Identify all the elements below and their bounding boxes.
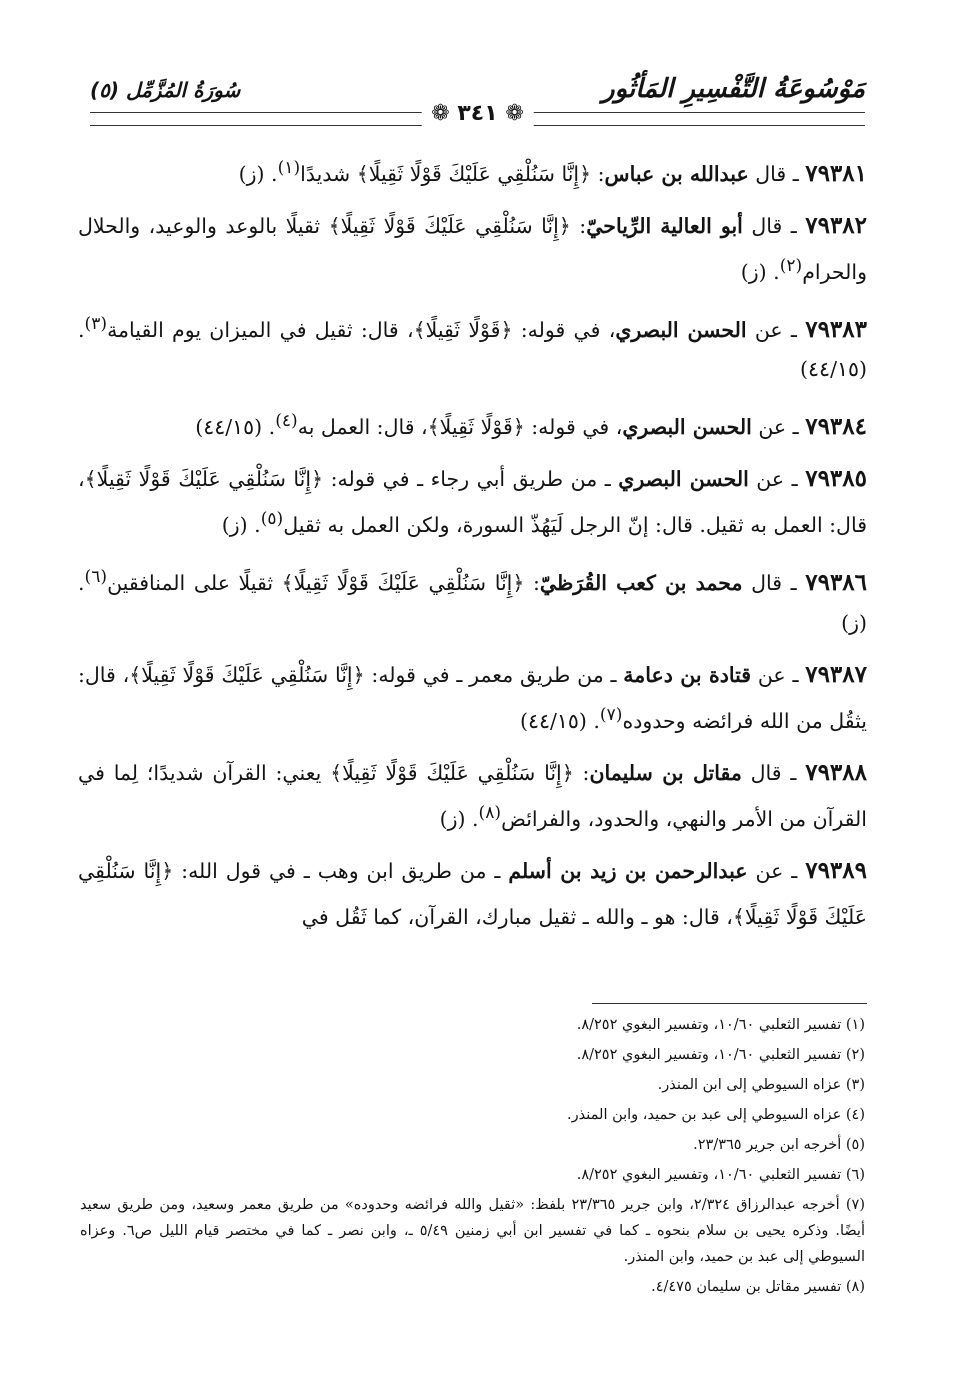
entry-number: ٧٩٣٨١ <box>805 159 867 187</box>
entry-number: ٧٩٣٨٥ <box>805 465 867 493</box>
narrator-name: أبو العالية الرِّياحيّ <box>586 213 743 238</box>
entry-number: ٧٩٣٨٦ <box>805 568 868 596</box>
narrator-name: عبدالرحمن بن زيد بن أسلم <box>508 858 748 883</box>
narrator-name: الحسن البصري <box>618 467 749 492</box>
footnote-ref: (٦) <box>84 567 108 588</box>
footnote-ref: (٨) <box>478 802 502 823</box>
surah-title: سُورَةُ المُزَّمِّل (٥) <box>90 78 241 102</box>
footnote: (٨) تفسير مقاتل بن سليمان ٤/٤٧٥. <box>651 1279 865 1295</box>
footnote: (٣) عزاه السيوطي إلى ابن المنذر. <box>657 1077 865 1093</box>
entry-number: ٧٩٣٨٣ <box>805 315 867 343</box>
narrator-name: مقاتل بن سليمان <box>589 760 742 785</box>
page-number: ❁ ٣٤١ ❁ <box>421 101 534 126</box>
narration-entry: ٧٩٣٨٩ ـ عن عبدالرحمن بن زيد بن أسلم ـ من طريق ابن وهب ـ في قول الله: ﴿إِنَّا سَنُلْقِي عَلَيْكَ قَوْلًا ثَقِيلًا﴾، قال: هو ـ والله ـ ثقيل مبارك، القرآن، كما ثَقُل في <box>78 856 867 929</box>
narration-entry: ٧٩٣٨٧ ـ عن قتادة بن دعامة ـ من طريق معمر ـ في قوله: ﴿إِنَّا سَنُلْقِي عَلَيْكَ قَوْلًا ثَقِيلًا﴾، قال: يثقُل من الله فرائضه وحدوده$^{(٧)}$. (٤٤/١٥) <box>78 660 867 733</box>
footnote: (٥) أخرجه ابن جرير ٢٣/٣٦٥. <box>693 1137 865 1153</box>
narration-entry: ٧٩٣٨٥ ـ عن الحسن البصري ـ من طريق أبي رجاء ـ في قوله: ﴿إِنَّا سَنُلْقِي عَلَيْكَ قَوْلًا ثَقِيلًا﴾، قال: العمل به ثقيل. قال: إنّ الرجل لَيَهُذّ السورة، ولكن العمل به ثقيل$^{(٥)}$. (ز) <box>78 465 867 538</box>
entry-number: ٧٩٣٨٩ <box>805 856 867 884</box>
footnote: (٦) تفسير الثعلبي ١٠/٦٠، وتفسير البغوي ٨/٢٥٢. <box>576 1167 865 1183</box>
footnote: (٤) عزاه السيوطي إلى عبد بن حميد، وابن المنذر. <box>567 1107 865 1123</box>
ornament-icon: ❁ <box>505 101 524 126</box>
narration-entry: ٧٩٣٨٨ ـ قال مقاتل بن سليمان: ﴿إِنَّا سَنُلْقِي عَلَيْكَ قَوْلًا ثَقِيلًا﴾ يعني: القرآن شديدًا؛ لِما في القرآن من الأمر والنهي، والحدود، والفرائض$^{(٨)}$. (ز) <box>78 758 867 831</box>
footnote: (٧) أخرجه عبدالرزاق ٢/٣٢٤، وابن جرير ٢٣/٣٦٥ بلفظ: «ثقيل والله فرائضه وحدوده» من طريق معمر وسعيد، ومن طريق سعيد أيضًا. وذكره يحيى بن سلام بنحوه ـ كما في تفسير ابن أبي زمنين ٥/٤٩ ـ، وابن نصر ـ كما في مختصر قيام الليل ص٦. وعزاه السيوطي إلى عبد بن حميد، وابن المنذر. <box>80 1197 865 1265</box>
footnote: (١) تفسير الثعلبي ١٠/٦٠، وتفسير البغوي ٨/٢٥٢. <box>576 1017 865 1033</box>
narration-entry: ٧٩٣٨٣ ـ عن الحسن البصري، في قوله: ﴿قَوْلًا ثَقِيلًا﴾، قال: ثقيل في الميزان يوم القيامة$^{(٣)}$. (٤٤/١٥) <box>78 313 867 382</box>
entry-number: ٧٩٣٨٢ <box>805 211 868 239</box>
narrator-name: محمد بن كعب القُرَظيّ <box>539 570 743 595</box>
narration-entry: ٧٩٣٨٢ ـ قال أبو العالية الرِّياحيّ: ﴿إِنَّا سَنُلْقِي عَلَيْكَ قَوْلًا ثَقِيلًا﴾ ثقيلًا بالوعد والوعيد، والحلال والحرام$^{(٢)}$. (ز) <box>78 211 868 284</box>
narration-entry: ٧٩٣٨٤ ـ عن الحسن البصري، في قوله: ﴿قَوْلًا ثَقِيلًا﴾، قال: العمل به$^{(٤)}$. (٤٤/١٥) <box>195 411 867 441</box>
narrator-name: الحسن البصري <box>615 317 747 342</box>
narration-entry: ٧٩٣٨٦ ـ قال محمد بن كعب القُرَظيّ: ﴿إِنَّا سَنُلْقِي عَلَيْكَ قَوْلًا ثَقِيلًا﴾ ثقيلًا على المنافقين$^{(٦)}$. (ز) <box>78 567 868 635</box>
entry-number: ٧٩٣٨٧ <box>805 660 867 688</box>
footnote: (٢) تفسير الثعلبي ١٠/٦٠، وتفسير البغوي ٨/٢٥٢. <box>576 1047 865 1063</box>
footnote-ref: (٤) <box>275 411 298 432</box>
narrator-name: الحسن البصري <box>622 415 752 440</box>
footnote-ref: (٢) <box>779 255 803 276</box>
main-text <box>78 148 867 948</box>
footnote-ref: (٥) <box>260 509 284 530</box>
footnotes <box>80 1012 865 1304</box>
footnote-divider <box>592 1003 867 1004</box>
footnote-ref: (١) <box>277 158 301 178</box>
entry-number: ٧٩٣٨٤ <box>805 413 867 441</box>
narration-entry: ٧٩٣٨١ ـ قال عبدالله بن عباس: ﴿إِنَّا سَنُلْقِي عَلَيْكَ قَوْلًا ثَقِيلًا﴾ شديدًا$^{(١)}$. (ز) <box>238 158 867 187</box>
book-title: مَوْسُوعَةُ التَّفْسِيرِ المَأثُور <box>602 74 865 104</box>
footnote-ref: (٣) <box>84 313 108 334</box>
footnote-ref: (٧) <box>599 704 623 725</box>
narrator-name: قتادة بن دعامة <box>623 662 752 687</box>
narrator-name: عبدالله بن عباس <box>604 161 749 186</box>
ornament-icon: ❁ <box>431 101 450 126</box>
entry-number: ٧٩٣٨٨ <box>805 758 867 786</box>
